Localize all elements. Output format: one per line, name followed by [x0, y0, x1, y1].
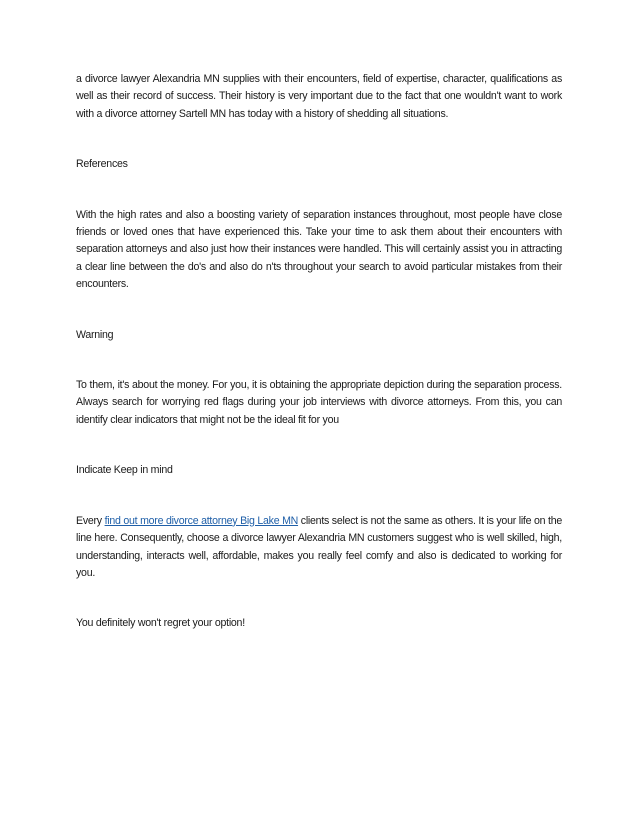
document-body: [76, 71, 562, 633]
references-heading: References: [76, 158, 128, 171]
keep-in-mind-prefix: Every: [76, 514, 105, 527]
closing-line: You definitely won't regret your option!: [76, 617, 245, 630]
divorce-attorney-link[interactable]: find out more divorce attorney Big Lake MN: [104, 514, 299, 527]
keep-in-mind-heading: Indicate Keep in mind: [76, 464, 173, 477]
warning-heading: Warning: [76, 328, 114, 341]
intro-paragraph: a divorce lawyer Alexandria MN supplies with their encounters, field of expertise, character, qualifications as well as their record of success. Their history is very important due to the fact that one wouldn't want to work with a divorce attorney Sartell MN has today with a history of shedding all situations.: [76, 73, 562, 120]
keep-in-mind-paragraph: [76, 513, 562, 583]
references-paragraph: With the high rates and also a boosting variety of separation instances throughout, most people have close friends or loved ones that have experienced this. Take your time to ask them about their encounters with separation attorneys and also just how their instances were handled. This will certainly assist you in attracting a clear line between the do's and also do n'ts throughout your search to avoid particular mistakes from their encounters.: [76, 208, 562, 291]
keep-in-mind-suffix: clients select is not the same as others. It is your life on the line here. Consequently, choose a divorce lawyer Alexandria MN customers suggest who is well skilled, high, understanding, interacts well, affordable, makes you really feel comfy and also is dedicated to working for you.: [76, 514, 562, 579]
warning-paragraph: To them, it's about the money. For you, it is obtaining the appropriate depiction during the separation process. Always search for worrying red flags during your job interviews with divorce attorneys. From this, you can identify clear indicators that might not be the ideal fit for you: [76, 379, 562, 426]
